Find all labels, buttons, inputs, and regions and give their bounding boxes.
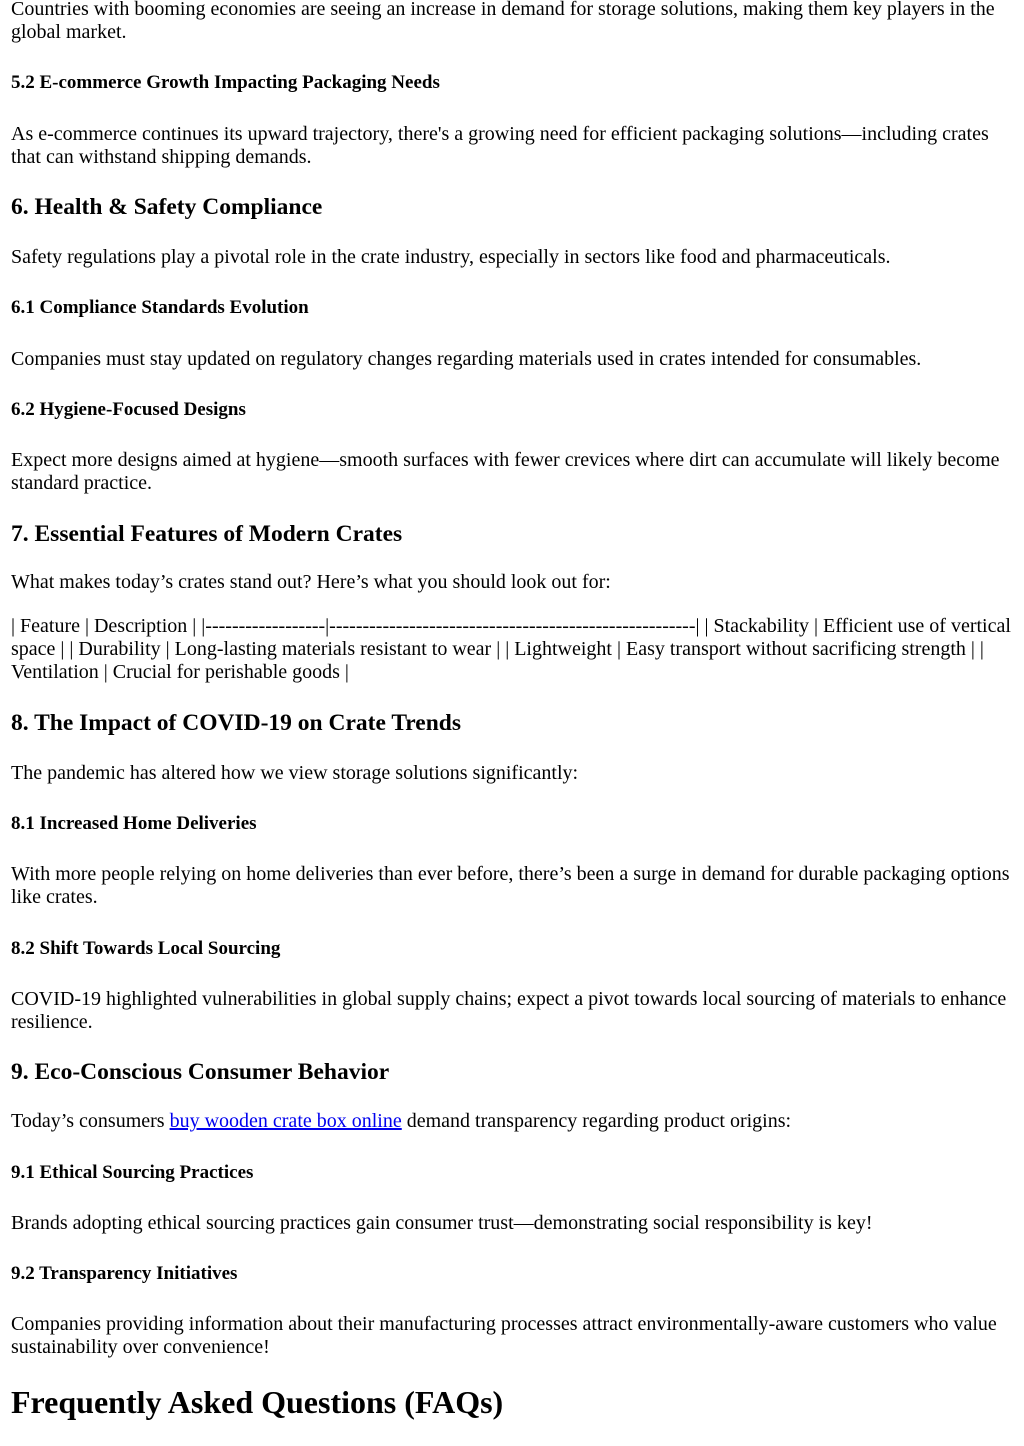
heading-9-1: 9.1 Ethical Sourcing Practices	[11, 1162, 254, 1183]
paragraph-safety: Safety regulations play a pivotal role in the crate industry, especially in sectors like food and pharmaceuticals.	[11, 246, 891, 268]
paragraph-hygiene: Expect more designs aimed at hygiene—smooth surfaces with fewer crevices where dirt can accumulate will likely become standard practice.	[11, 449, 1000, 494]
paragraph-transparency: Companies providing information about their manufacturing processes attract environmentally-aware customers who value sustainability over convenience!	[11, 1313, 997, 1358]
heading-6-2: 6.2 Hygiene-Focused Designs	[11, 399, 246, 420]
paragraph-local-sourcing: COVID-19 highlighted vulnerabilities in global supply chains; expect a pivot towards local sourcing of materials to enhance resilience.	[11, 988, 1007, 1033]
faq-title: Frequently Asked Questions (FAQs)	[11, 1384, 504, 1420]
paragraph-ethical-sourcing: Brands adopting ethical sourcing practices gain consumer trust—demonstrating social responsibility is key!	[11, 1212, 873, 1234]
consumers-text-before: Today’s consumers	[11, 1110, 170, 1132]
heading-8: 8. The Impact of COVID-19 on Crate Trends	[11, 710, 461, 736]
buy-wooden-crate-link[interactable]: buy wooden crate box online	[169, 1110, 402, 1132]
paragraph-consumers	[11, 1110, 1013, 1133]
heading-6-1: 6.1 Compliance Standards Evolution	[11, 297, 309, 318]
paragraph-features-table: | Feature | Description | |------------------|-------------------------------------------------------| | Stackability | Efficient use of vertical space | | Durability | Long-lasting materials resistant to wear | | Lightweight | Easy transport without sacrificing strength | | Ventilation | Crucial for perishable goods |	[11, 615, 1011, 683]
paragraph-global-market: Countries with booming economies are seeing an increase in demand for storage solutions, making them key players in the global market.	[11, 0, 995, 43]
paragraph-ecommerce: As e-commerce continues its upward trajectory, there's a growing need for efficient packaging solutions—including crates that can withstand shipping demands.	[11, 123, 989, 168]
paragraph-compliance: Companies must stay updated on regulatory changes regarding materials used in crates intended for consumables.	[11, 348, 922, 370]
heading-8-2: 8.2 Shift Towards Local Sourcing	[11, 938, 281, 959]
heading-7: 7. Essential Features of Modern Crates	[11, 521, 403, 547]
heading-9-2: 9.2 Transparency Initiatives	[11, 1263, 238, 1284]
heading-9: 9. Eco-Conscious Consumer Behavior	[11, 1059, 390, 1085]
heading-8-1: 8.1 Increased Home Deliveries	[11, 813, 257, 834]
paragraph-pandemic: The pandemic has altered how we view storage solutions significantly:	[11, 762, 579, 784]
paragraph-home-deliveries: With more people relying on home deliveries than ever before, there’s been a surge in demand for durable packaging options like crates.	[11, 863, 1010, 908]
consumers-text-after: demand transparency regarding product origins:	[401, 1110, 792, 1132]
heading-5-2: 5.2 E-commerce Growth Impacting Packaging Needs	[11, 72, 440, 93]
paragraph-features-intro: What makes today’s crates stand out? Here’s what you should look out for:	[11, 571, 611, 593]
heading-6: 6. Health & Safety Compliance	[11, 194, 323, 220]
